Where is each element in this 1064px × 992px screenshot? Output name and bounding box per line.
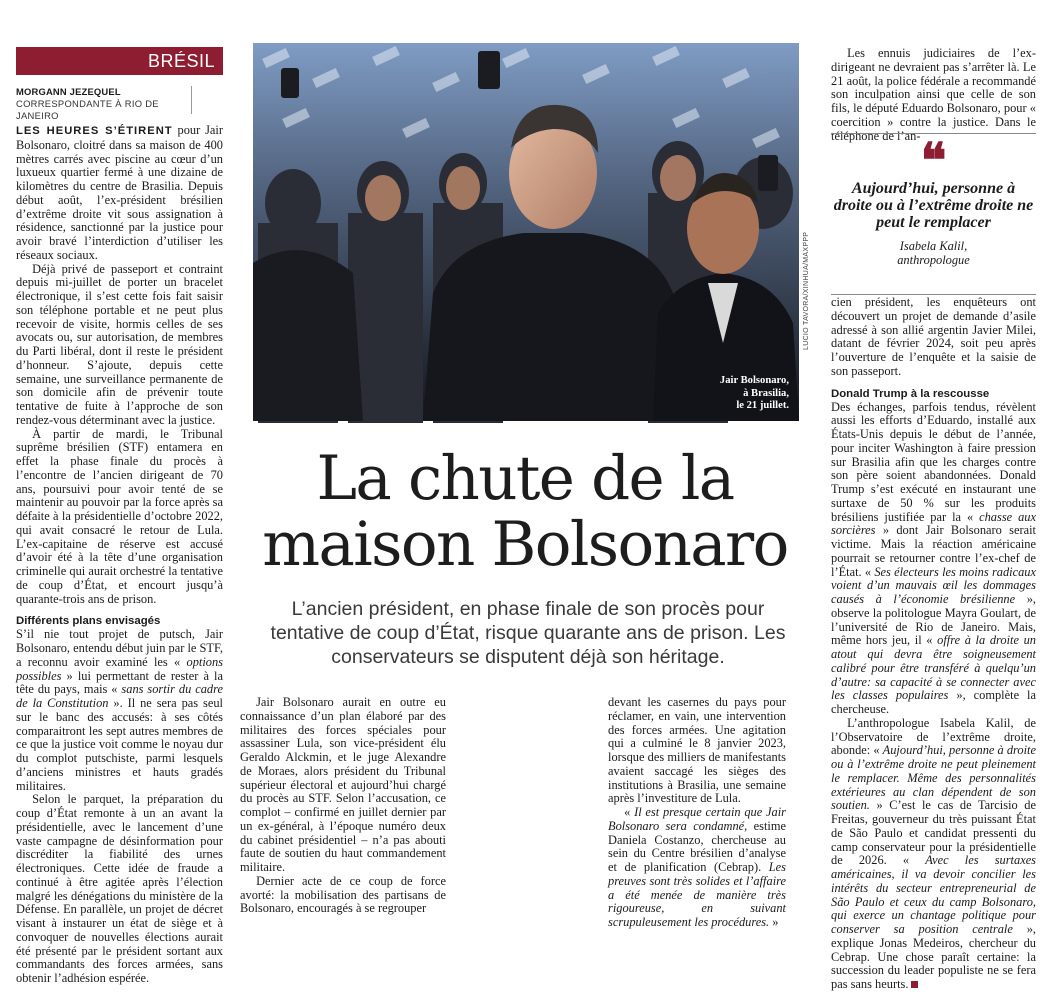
byline bbox=[16, 86, 192, 121]
article-column-4-top bbox=[831, 47, 1036, 143]
paragraph-text: , estime Daniela Costanzo, chercheuse au sein du Centre brésilien d’analyse et de planification (Cebrap). bbox=[608, 818, 786, 874]
paragraph-text: pour Jair Bolsonaro, cloitré dans sa maison de 400 mètres carrés avec piscine au cœur d’un luxueux quartier fermé à une dizaine de kilomètres du centre de Brasilia. Depuis début août, l’ex-président brésilien d’extrême droite vit sous assignation à résidence, sanctionné par la justice pour avoir bravé l’interdiction d’utiliser les réseaux sociaux. bbox=[16, 123, 223, 262]
quote-mark-icon: ❝ bbox=[920, 133, 947, 189]
paragraph: Déjà privé de passeport et contraint depuis mi-juillet de porter un bracelet électronique, il s’est cette fois fait saisir son téléphone portable et ne peut plus recevoir de visite, hormis celles de ses avocats ou, sur autorisation, de membres du Parti libéral, dont il reste le président d’honneur. S’ajoute, depuis cette semaine, une surveillance permanente de son domicile afin de prévenir toute tentative de fuite à l’approche de son rendez-vous déterminant avec la justice. bbox=[16, 261, 223, 427]
lead-in: LES HEURES S’ÉTIRENT bbox=[16, 125, 173, 137]
article-column-2 bbox=[240, 696, 446, 916]
paragraph: Les ennuis judiciaires de l’ex-dirigeant ne devraient pas s’arrêter là. Le 21 août, la police fédérale a recommandé son inculpation ainsi que celle de son fils, le député Eduardo Bolsonaro, pour « coercition » contre la justice. Dans le téléphone de l’an- bbox=[831, 46, 1036, 143]
paragraph: Selon le parquet, la préparation du coup d’État remonte à un an avant la présidentielle, avec le lancement d’une vaste campagne de désinformation pour discréditer la fiabilité des urnes électroniques. Cette idée de fraude a continué à être agitée après l’élection malgré les dénégations du ministère de la Défense. En parallèle, un projet de décret visant à instaurer un état de siège et à convoquer de nouvelles élections aurait été présenté par le président sortant aux commandants des forces armées, sans obtenir l’adhésion espérée. bbox=[16, 792, 223, 985]
paragraph: Dernier acte de ce coup de force avorté: la mobilisation des partisans de Bolsonaro, encouragés à se regrouper bbox=[240, 873, 446, 916]
paragraph-text: Des échanges, parfois tendus, révèlent aussi les efforts d’Eduardo, installé aux États-Unis depuis le début de l’année, pour inciter Washington à faire pression sur Brasilia afin que les charges contre son père soient abandonnées. Donald Trump s’est exécuté en instaurant une surtaxe de 50 % sur les produits brésiliens justifiée par la « bbox=[831, 399, 1036, 524]
pull-quote-text: Aujourd’hui, personne à droite ou à l’extrême droite ne peut le remplacer bbox=[833, 180, 1034, 231]
paragraph bbox=[16, 124, 223, 263]
paragraph bbox=[831, 401, 1036, 717]
standfirst: L’ancien président, en phase finale de son procès pour tentative de coup d’État, risque quarante ans de prison. Les conservateurs se disputent déjà son héritage. bbox=[270, 598, 786, 668]
paragraph-text: L’anthropologue Isabela Kalil, de l’Observatoire de l’extrême droite, abonde: « bbox=[831, 715, 1036, 758]
subheading: Différents plans envisagés bbox=[16, 615, 161, 628]
caption-line: Jair Bolsonaro, bbox=[719, 375, 789, 387]
author-role: CORRESPONDANTE À RIO DE JANEIRO bbox=[16, 98, 159, 121]
quote-fragment: options possibles bbox=[16, 654, 223, 683]
quote-fragment: Ses électeurs les moins radicaux voient d’un mauvais œil les dommages causés à l’économie brésilienne bbox=[831, 564, 1036, 606]
quote-fragment: Aujourd’hui, personne à droite ou à l’extrême droite ne peut pleinement le remplacer. Même des personnalités extérieures au clan dépendent de son soutien. bbox=[831, 743, 1036, 813]
subheading: Donald Trump à la rescousse bbox=[831, 387, 990, 400]
article-column-4-bottom bbox=[831, 296, 1036, 992]
quote-fragment: chasse aux sorcières bbox=[831, 509, 1036, 538]
paragraph-text: « bbox=[624, 805, 635, 819]
news-photo bbox=[253, 43, 799, 421]
paragraph-text: », complète la chercheuse. bbox=[831, 688, 1036, 716]
quote-fragment: Avec les surtaxes américaines, il va devoir concilier les intérêts du secteur entrepreneurial de São Paulo et ceux du camp Bolsonaro, qui exerce un chantage politique pour conserver sa position centrale bbox=[831, 853, 1037, 936]
paragraph bbox=[16, 628, 223, 793]
author-name: MORGANN JEZEQUEL bbox=[16, 86, 121, 97]
paragraph bbox=[831, 717, 1036, 992]
pull-quote-author bbox=[831, 239, 1036, 267]
paragraph: devant les casernes du pays pour réclamer, en vain, une intervention des forces armées. Une agitation qui a culminé le 8 janvier 2023, lorsque des milliers de manifestants avaient saccagé les sièges des institutions à Brasilia, une semaine après l’investiture de Lula. bbox=[608, 695, 786, 806]
paragraph-text: » C’est le cas de Tarcisio de Freitas, gouverneur du très puissant État de São Paulo et candidat pressenti du camp conservateur pour la présidentielle de 2026. « bbox=[831, 798, 1036, 868]
quote-fragment: Les preuves sont très solides et l’affaire a été menée de manière très rigoureuse, en suivant scrupuleusement les procédures. bbox=[608, 860, 786, 929]
paragraph: Jair Bolsonaro aurait en outre eu connaissance d’un plan élaboré par des militaires des forces spéciales pour assassiner Lula, son vice-président élu Geraldo Alckmin, et le juge Alexandre de Moraes, alors président du Tribunal supérieur électoral et aujourd’hui chargé du procès au STF. Selon l’accusation, ce complot – confirmé en juillet dernier par un ex-général, à l’époque numéro deux du cabinet présidentiel – n’a pas abouti faute de soutien du haut commandement militaire. bbox=[240, 695, 446, 874]
paragraph-text: », explique Jonas Medeiros, chercheur du Cebrap. Une chose paraît certaine: la succession du leader populiste ne se fera pas sans heurts. bbox=[831, 922, 1036, 991]
section-label: BRÉSIL bbox=[147, 51, 215, 71]
photo-illustration bbox=[253, 43, 799, 421]
article-column-1 bbox=[16, 124, 223, 986]
caption-line: le 21 juillet. bbox=[736, 400, 789, 412]
paragraph-text: » bbox=[769, 915, 779, 929]
photo-credit: LUCIO TAVORA/XINHUA/MAXPPP bbox=[803, 231, 810, 350]
photo-caption bbox=[679, 375, 789, 413]
quote-fragment: offre à la droite un atout qui devra être soigneusement calibré pour être transféré à quelqu’un d’autre: sa capacité à se connecter avec les classes populaires bbox=[831, 633, 1037, 703]
headline: La chute de la maison Bolsonaro bbox=[262, 443, 788, 580]
paragraph: cien président, les enquêteurs ont découvert un projet de demande d’asile adressé à son allié argentin Javier Milei, datant de février 2024, soit peu après l’ouverture de l’enquête et la saisie de son passeport. bbox=[831, 295, 1036, 378]
pull-quote-author-role: anthropologue bbox=[897, 253, 970, 267]
section-rubric bbox=[16, 47, 223, 75]
paragraph-text: S’il nie tout projet de putsch, Jair Bolsonaro, entendu début juin par le STF, a reconnu avoir examiné les « bbox=[16, 627, 223, 669]
caption-line: à Brasilia, bbox=[743, 387, 789, 399]
paragraph bbox=[608, 806, 786, 930]
pull-quote bbox=[831, 133, 1036, 295]
paragraph-text: » lui permettant de rester à la tête du pays, mais « bbox=[16, 668, 223, 697]
quote-fragment: sans sortir du cadre de la Constitution bbox=[16, 682, 223, 710]
paragraph: À partir de mardi, le Tribunal suprême brésilien (STF) entamera en effet la phase finale du procès à l’encontre de l’ancien dirigeant de 70 ans, poursuivi pour avoir tenté de se maintenir au pouvoir par la force après sa défaite à la présidentielle d’octobre 2022, qui avait consacré le retour de Lula. L’ex-capitaine de réserve est accusé d’avoir été à la tête d’une organisation criminelle qui aurait orchestré la tentative de coup d’État, et encourt jusqu’à quarante-trois ans de prison. bbox=[16, 426, 223, 606]
pull-quote-author-name: Isabela Kalil, bbox=[899, 239, 968, 253]
paragraph-text: » dont Jair Bolsonaro serait victime. Mais la réaction américaine pourrait se retourner contre l’ex-chef de l’État. « bbox=[831, 523, 1036, 579]
article-column-3 bbox=[608, 696, 786, 930]
paragraph-text: ». Il ne sera pas seul sur le banc des accusés: à ses côtés comparaitront les sept autres membres de ce que la justice voit comme le noyau dur du complot putschiste, parmi lesquels d’anciens ministres et hauts gradés militaires. bbox=[16, 696, 223, 793]
paragraph-text: », observe la politologue Mayra Goulart, de l’université de Rio de Janeiro. Mais, même hors jeu, il « bbox=[831, 592, 1037, 648]
end-mark-icon bbox=[911, 981, 918, 988]
quote-fragment: Il est presque certain que Jair Bolsonaro sera condamné bbox=[608, 805, 786, 833]
